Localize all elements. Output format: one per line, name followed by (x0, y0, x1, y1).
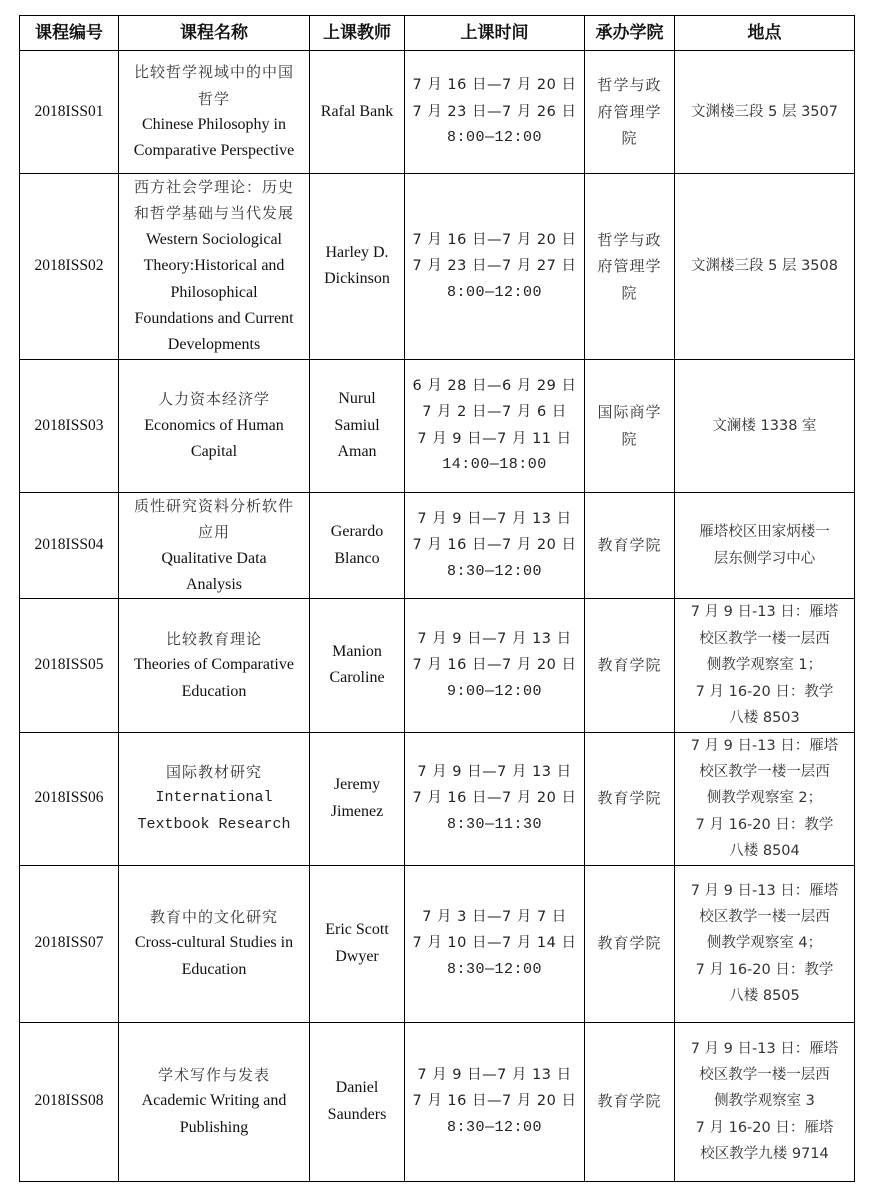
course-name-cn: 和哲学基础与当代发展 (133, 204, 294, 223)
class-date-range: 7 月 10 日—7 月 14 日 (412, 935, 577, 952)
class-date-range: 7 月 16 日—7 月 20 日 (412, 537, 577, 554)
location-text: 文渊楼三段 5 层 3507 (691, 103, 838, 120)
course-name-cell (119, 1022, 310, 1181)
host-college-text: 教育学院 (597, 1092, 662, 1111)
class-time-cell (405, 51, 585, 174)
class-date-range: 7 月 2 日—7 月 6 日 (422, 404, 567, 421)
course-code-cell: 2018ISS03 (20, 359, 119, 492)
location-text: 校区教学一楼一层西 (699, 763, 830, 780)
host-college-cell (585, 174, 675, 360)
location-text: 7 月 9 日-13 日：雁塔 (690, 737, 839, 754)
table-row (20, 732, 855, 865)
course-name-en: Analysis (186, 576, 242, 594)
teacher-name: Nurul (338, 390, 376, 408)
class-date-range: 7 月 9 日—7 月 13 日 (417, 511, 572, 528)
class-date-range: 7 月 16 日—7 月 20 日 (412, 790, 577, 807)
location-text: 校区教学一楼一层西 (699, 908, 830, 925)
class-date-range: 7 月 16 日—7 月 20 日 (412, 1093, 577, 1110)
course-name-cn: 学术写作与发表 (157, 1065, 270, 1084)
course-name-cn: 教育中的文化研究 (149, 907, 278, 926)
course-code-cell: 2018ISS05 (20, 599, 119, 732)
course-name-cn: 西方社会学理论：历史 (133, 178, 294, 196)
teacher-cell (310, 492, 405, 599)
teacher-name: Blanco (334, 549, 380, 567)
course-name-cell (119, 599, 310, 732)
location-text: 八楼 8503 (729, 710, 800, 727)
course-name-en: Textbook Research (137, 815, 291, 833)
teacher-cell (310, 732, 405, 865)
teacher-cell (310, 599, 405, 732)
class-date-range: 7 月 9 日—7 月 13 日 (417, 1066, 572, 1083)
class-date-range: 7 月 16 日—7 月 20 日 (412, 77, 577, 94)
class-hours: 14:00—18:00 (442, 456, 547, 474)
course-name-cn: 哲学 (197, 89, 230, 108)
teacher-name: Caroline (329, 669, 385, 687)
course-name-en: Capital (190, 443, 238, 461)
course-name-cn: 应用 (197, 523, 230, 542)
teacher-cell (310, 359, 405, 492)
location-text: 侧教学观察室 1； (706, 657, 823, 674)
teacher-name: Rafal Bank (320, 102, 394, 120)
host-college-text: 教育学院 (597, 536, 662, 555)
host-college-text: 府管理学 (597, 257, 662, 276)
location-text: 校区教学一楼一层西 (699, 1066, 830, 1083)
teacher-name: Harley D. (325, 244, 389, 262)
location-text: 7 月 9 日-13 日：雁塔 (690, 1040, 839, 1057)
teacher-name: Aman (337, 443, 377, 461)
teacher-name: Jimenez (330, 802, 384, 820)
course-name-en: Foundations and Current (134, 310, 294, 328)
class-hours: 8:30—12:00 (446, 960, 542, 978)
class-date-range: 7 月 16 日—7 月 20 日 (412, 657, 577, 674)
course-name-cn: 质性研究资料分析软件 (133, 496, 294, 515)
course-name-cell (119, 359, 310, 492)
class-date-range: 7 月 9 日—7 月 13 日 (417, 763, 572, 780)
host-college-text: 教育学院 (597, 789, 662, 808)
header-host-college: 承办学院 (585, 16, 675, 51)
header-class-time: 上课时间 (405, 16, 585, 51)
course-code-cell: 2018ISS01 (20, 51, 119, 174)
host-college-text: 哲学与政 (597, 76, 662, 95)
course-name-cell (119, 51, 310, 174)
table-row (20, 865, 855, 1022)
course-name-en: Economics of Human (144, 416, 284, 434)
course-name-cn: 国际教材研究 (165, 762, 262, 781)
header-course-code: 课程编号 (20, 16, 119, 51)
location-text: 7 月 16-20 日：教学 (695, 961, 834, 978)
course-name-en: Publishing (179, 1118, 249, 1136)
location-text: 侧教学观察室 2； (706, 790, 823, 807)
location-cell (675, 359, 855, 492)
location-text: 八楼 8505 (729, 988, 800, 1005)
class-date-range: 7 月 23 日—7 月 26 日 (412, 103, 577, 120)
table-row (20, 1022, 855, 1181)
location-text: 7 月 16-20 日：雁塔 (695, 1119, 834, 1136)
location-text: 文渊楼三段 5 层 3508 (691, 258, 838, 275)
table-row (20, 359, 855, 492)
class-time-cell (405, 865, 585, 1022)
location-text: 7 月 9 日-13 日：雁塔 (690, 882, 839, 899)
header-teacher: 上课教师 (310, 16, 405, 51)
teacher-cell (310, 174, 405, 360)
host-college-text: 教育学院 (597, 934, 662, 953)
location-cell (675, 865, 855, 1022)
course-name-en: Western Sociological (145, 230, 282, 248)
host-college-text: 国际商学 (597, 403, 662, 422)
host-college-text: 哲学与政 (597, 230, 662, 249)
course-name-cn: 比较哲学视域中的中国 (133, 63, 294, 82)
location-text: 侧教学观察室 3 (714, 1093, 815, 1110)
course-name-en: Education (181, 682, 247, 700)
location-text: 校区教学九楼 9714 (700, 1146, 829, 1163)
host-college-cell (585, 492, 675, 599)
class-hours: 8:00—12:00 (446, 129, 542, 147)
location-text: 雁塔校区田家炳楼一 (699, 524, 830, 541)
teacher-cell (310, 1022, 405, 1181)
course-code-cell: 2018ISS04 (20, 492, 119, 599)
location-text: 7 月 16-20 日：教学 (695, 683, 834, 700)
course-name-en: Philosophical (170, 283, 258, 301)
teacher-name: Samiul (334, 416, 380, 434)
class-hours: 8:30—12:00 (446, 1118, 542, 1136)
location-text: 文澜楼 1338 室 (712, 417, 817, 434)
host-college-cell (585, 732, 675, 865)
location-text: 7 月 16-20 日：教学 (695, 816, 834, 833)
course-name-en: Cross-cultural Studies in (134, 934, 294, 952)
class-time-cell (405, 492, 585, 599)
course-name-cell (119, 492, 310, 599)
location-cell (675, 599, 855, 732)
host-college-text: 院 (621, 129, 638, 148)
class-time-cell (405, 599, 585, 732)
course-name-en: Developments (167, 336, 261, 354)
header-row (20, 16, 855, 51)
course-name-en: International (155, 789, 273, 807)
host-college-text: 教育学院 (597, 656, 662, 675)
class-hours: 8:30—12:00 (446, 562, 542, 580)
class-date-range: 7 月 9 日—7 月 11 日 (417, 430, 572, 447)
location-text: 八楼 8504 (729, 843, 800, 860)
teacher-name: Gerardo (330, 523, 384, 541)
class-hours: 8:30—11:30 (446, 815, 542, 833)
course-code-cell: 2018ISS06 (20, 732, 119, 865)
teacher-name: Eric Scott (325, 921, 389, 939)
host-college-cell (585, 51, 675, 174)
host-college-cell (585, 1022, 675, 1181)
teacher-name: Daniel (335, 1079, 379, 1097)
teacher-name: Dwyer (335, 947, 379, 965)
course-schedule-table (19, 15, 855, 1182)
course-name-cell (119, 174, 310, 360)
header-course-name: 课程名称 (119, 16, 310, 51)
table-row (20, 599, 855, 732)
teacher-cell (310, 865, 405, 1022)
host-college-text: 院 (621, 283, 638, 302)
course-name-en: Education (181, 960, 247, 978)
course-name-cell (119, 732, 310, 865)
header-location: 地点 (675, 16, 855, 51)
host-college-cell (585, 865, 675, 1022)
host-college-text: 院 (621, 429, 638, 448)
class-date-range: 7 月 16 日—7 月 20 日 (412, 231, 577, 248)
teacher-name: Manion (332, 643, 382, 661)
host-college-cell (585, 599, 675, 732)
location-text: 层东侧学习中心 (713, 550, 816, 567)
course-name-cell (119, 865, 310, 1022)
course-name-en: Theory:Historical and (143, 257, 285, 275)
host-college-cell (585, 359, 675, 492)
course-name-cn: 人力资本经济学 (157, 390, 270, 409)
class-time-cell (405, 1022, 585, 1181)
location-cell (675, 732, 855, 865)
class-date-range: 7 月 3 日—7 月 7 日 (422, 908, 567, 925)
course-name-en: Comparative Perspective (133, 142, 295, 160)
table-row (20, 492, 855, 599)
table-row (20, 51, 855, 174)
course-name-cn: 比较教育理论 (165, 629, 262, 648)
location-cell (675, 51, 855, 174)
table-body (20, 51, 855, 1182)
location-text: 侧教学观察室 4； (706, 935, 823, 952)
location-cell (675, 174, 855, 360)
teacher-cell (310, 51, 405, 174)
host-college-text: 府管理学 (597, 102, 662, 121)
class-time-cell (405, 359, 585, 492)
class-time-cell (405, 174, 585, 360)
class-date-range: 7 月 23 日—7 月 27 日 (412, 258, 577, 275)
teacher-name: Jeremy (333, 776, 381, 794)
course-code-cell: 2018ISS07 (20, 865, 119, 1022)
location-cell (675, 492, 855, 599)
course-name-en: Academic Writing and (141, 1092, 287, 1110)
class-date-range: 7 月 9 日—7 月 13 日 (417, 630, 572, 647)
class-time-cell (405, 732, 585, 865)
location-text: 7 月 9 日-13 日：雁塔 (690, 604, 839, 621)
class-date-range: 6 月 28 日—6 月 29 日 (412, 378, 577, 395)
location-text: 校区教学一楼一层西 (699, 630, 830, 647)
location-cell (675, 1022, 855, 1181)
course-name-en: Qualitative Data (161, 549, 267, 567)
class-hours: 9:00—12:00 (446, 682, 542, 700)
course-code-cell: 2018ISS08 (20, 1022, 119, 1181)
teacher-name: Saunders (327, 1105, 387, 1123)
course-name-en: Theories of Comparative (134, 656, 294, 674)
course-code-cell: 2018ISS02 (20, 174, 119, 360)
teacher-name: Dickinson (324, 270, 390, 288)
course-name-en: Chinese Philosophy in (141, 116, 286, 133)
class-hours: 8:00—12:00 (446, 283, 542, 301)
table-row (20, 174, 855, 360)
